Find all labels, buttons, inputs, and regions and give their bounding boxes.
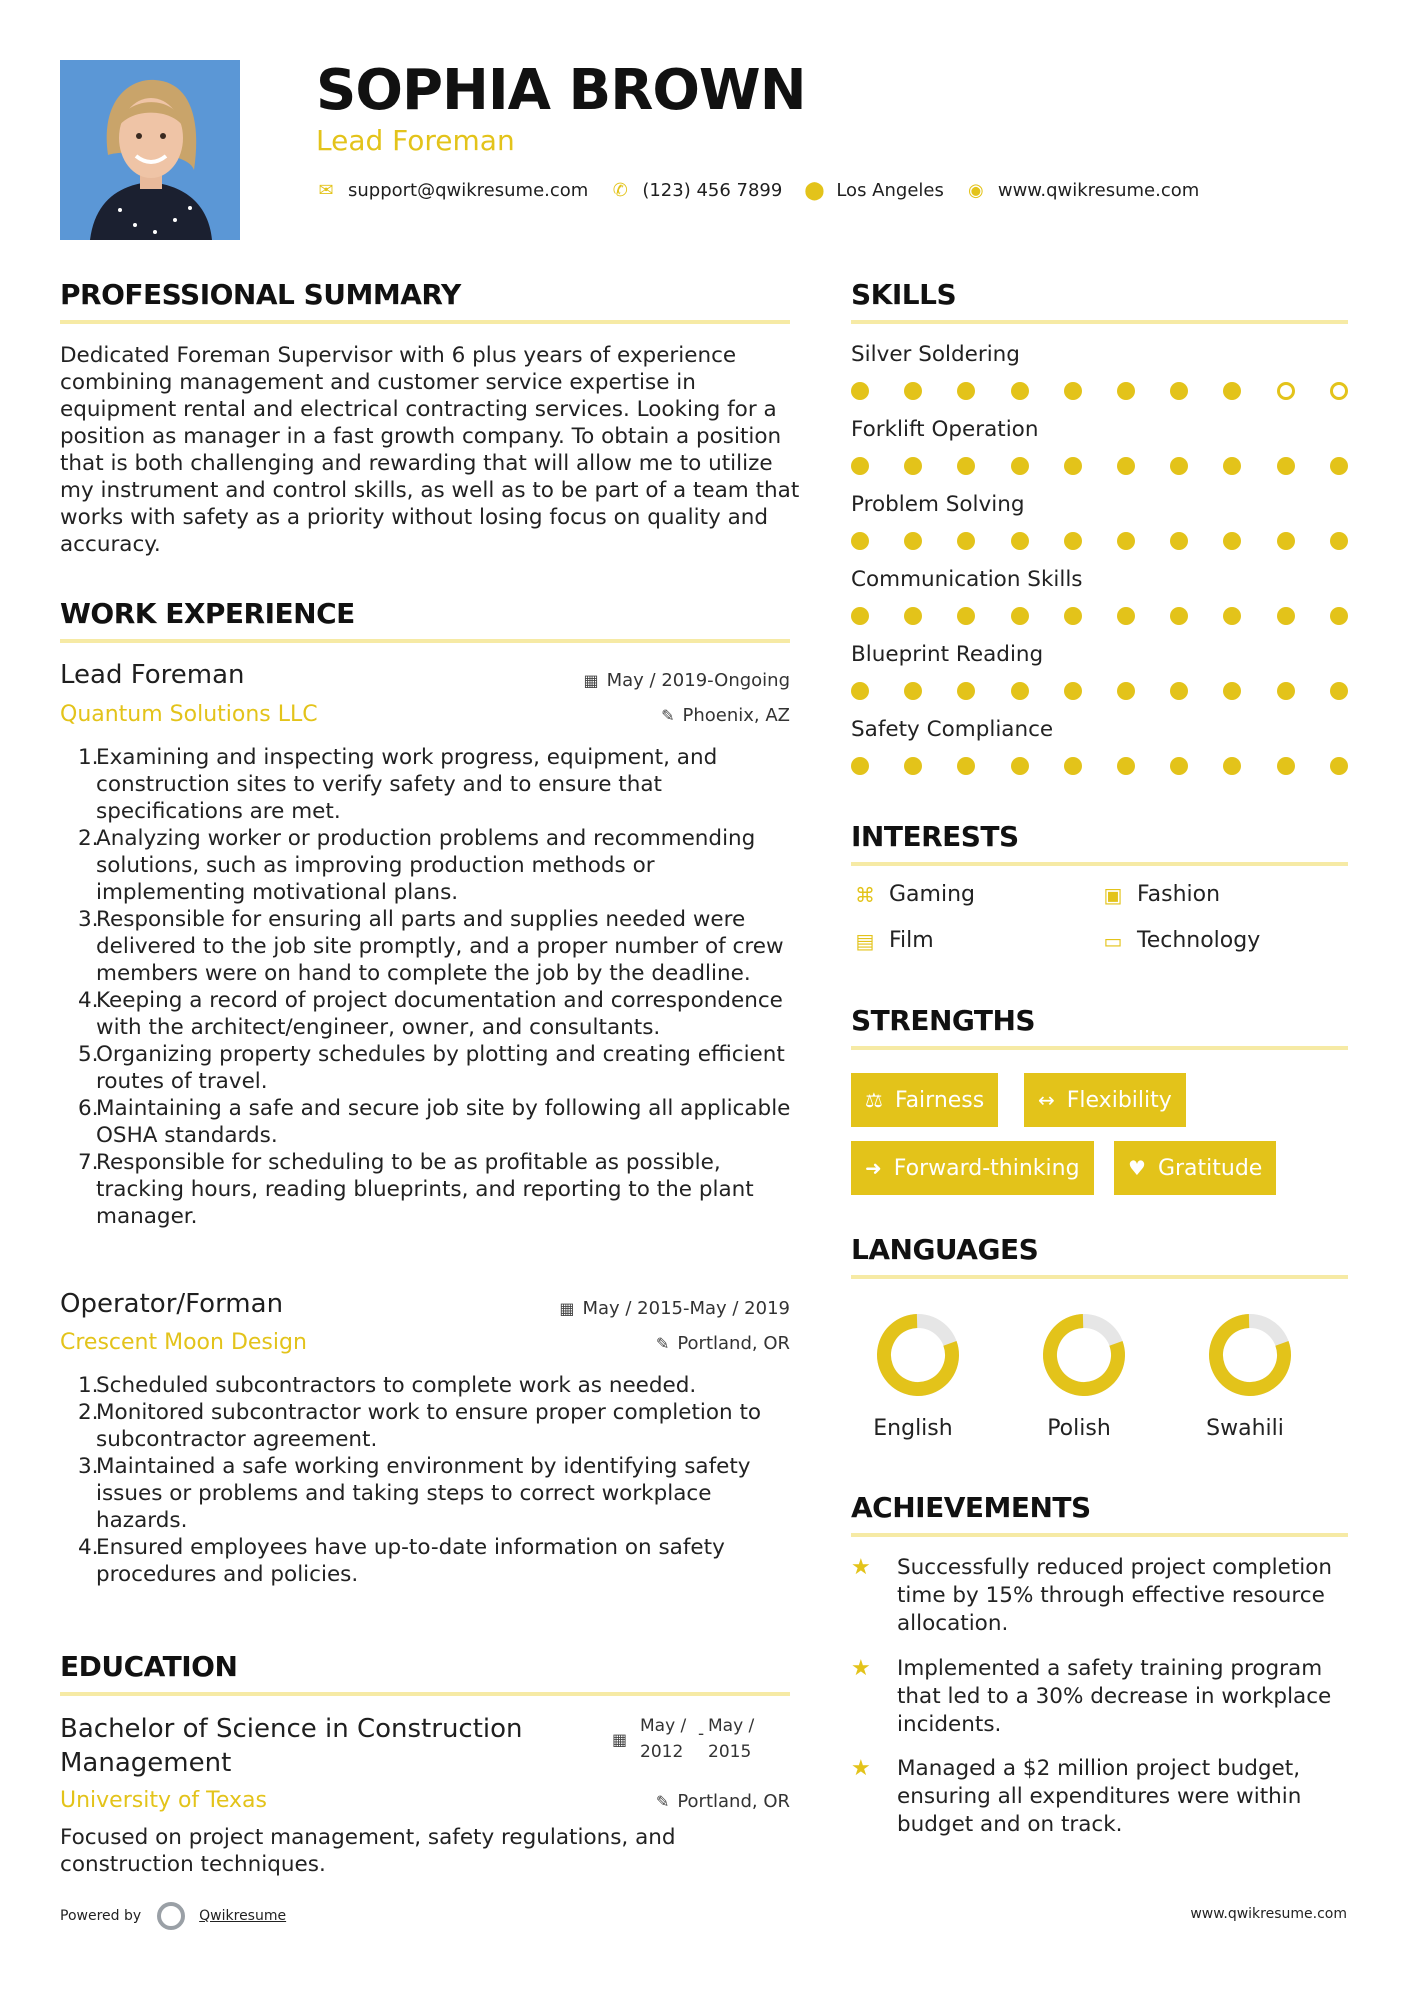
skill-dot-filled xyxy=(851,382,869,400)
strength-badge-forward-thinking: ➜ Forward-thinking xyxy=(851,1141,1094,1195)
education-heading: EDUCATION xyxy=(60,1650,238,1683)
skill-label: Safety Compliance xyxy=(851,717,1054,742)
skill-dot-filled xyxy=(851,682,869,700)
summary-text: Dedicated Foreman Supervisor with 6 plus years of experience combining management and customer service expertise in equipment rental and electrical contracting services. Looking for a position as manager in a fast growth company. To obtain a position that is both challenging and rewarding that will allow me to utilize my instrument and control skills, as well as to be part of a team that works with safety as a priority without losing focus on quality and accuracy. xyxy=(60,343,800,557)
skill-dot-filled xyxy=(851,532,869,550)
job-dates-text-2: May / 2015-May / 2019 xyxy=(582,1298,790,1319)
language-ring xyxy=(868,1310,968,1404)
strength-badge-gratitude: ♥ Gratitude xyxy=(1114,1141,1276,1195)
strengths-heading: STRENGTHS xyxy=(851,1004,1036,1037)
map-marker-icon: ⬤ xyxy=(804,180,825,201)
skill-dot-filled xyxy=(904,532,922,550)
skill-dot-filled xyxy=(1223,757,1241,775)
edu-end-year: 2015 xyxy=(708,1742,752,1762)
pushpin-icon: ✎ xyxy=(655,1334,670,1353)
candidate-role: Lead Foreman xyxy=(316,124,515,157)
skill-dot-filled xyxy=(957,382,975,400)
edu-end-month: May / xyxy=(708,1716,755,1736)
list-item: 5. Organizing property schedules by plotting and creating efficient routes of travel. xyxy=(78,1042,785,1094)
skill-dot-filled xyxy=(1064,382,1082,400)
degree-title-line2: Management xyxy=(60,1748,232,1778)
interest-technology: ▭ Technology xyxy=(1099,928,1260,953)
achievement-item-3: ★ Managed a $2 million project budget, ensuring all expenditures were within budget and on track. xyxy=(851,1756,1302,1837)
job-duties-2 xyxy=(78,1372,798,1588)
skill-label: Problem Solving xyxy=(851,492,1025,517)
skill-dot-empty xyxy=(1330,382,1348,400)
job-location-2 xyxy=(656,1333,790,1354)
skill-dot-filled xyxy=(1277,607,1295,625)
laptop-icon: ▭ xyxy=(1103,928,1123,953)
skill-dot-filled xyxy=(1223,457,1241,475)
shopping-bag-icon: ▣ xyxy=(1103,882,1123,907)
language-label: Swahili xyxy=(1206,1416,1284,1441)
skill-dot-filled xyxy=(1117,682,1135,700)
contact-location: Los Angeles xyxy=(836,180,944,201)
skill-dot-filled xyxy=(1170,532,1188,550)
skill-dot-filled xyxy=(1330,607,1348,625)
language-ring xyxy=(1034,1310,1134,1404)
skill-dot-filled xyxy=(1117,457,1135,475)
skill-dot-filled xyxy=(1117,607,1135,625)
skill-dot-filled xyxy=(904,607,922,625)
film-icon: ▤ xyxy=(855,928,875,953)
skill-dot-filled xyxy=(1064,607,1082,625)
skill-dot-filled xyxy=(1277,682,1295,700)
footer-powered-by xyxy=(60,1902,286,1930)
list-item: 4. Ensured employees have up-to-date information on safety procedures and policies. xyxy=(78,1535,725,1587)
job-title-1: Lead Foreman xyxy=(60,660,245,690)
phone-icon: ✆ xyxy=(612,180,628,201)
skill-dot-filled xyxy=(957,607,975,625)
skill-dot-filled xyxy=(904,457,922,475)
interests-divider xyxy=(851,862,1348,866)
skill-dot-filled xyxy=(851,757,869,775)
envelope-icon: ✉ xyxy=(318,180,334,201)
skill-dot-filled xyxy=(1223,607,1241,625)
skill-label: Communication Skills xyxy=(851,567,1083,592)
skill-label: Silver Soldering xyxy=(851,342,1020,367)
skill-label: Blueprint Reading xyxy=(851,642,1044,667)
work-heading: WORK EXPERIENCE xyxy=(60,597,355,630)
calendar-icon: ▦ xyxy=(612,1730,628,1749)
skill-dot-empty xyxy=(1277,382,1295,400)
achievement-item-2: ★ Implemented a safety training program that led to a 30% decrease in workplace incidents. xyxy=(851,1656,1332,1737)
balance-scale-icon: ⚖ xyxy=(865,1088,883,1112)
qwikresume-logo-icon xyxy=(157,1902,185,1930)
skill-dot-filled xyxy=(1011,757,1029,775)
star-icon: ★ xyxy=(851,1656,871,1681)
list-item: 6. Maintaining a safe and secure job site by following all applicable OSHA standards. xyxy=(78,1096,791,1148)
job-dates-2 xyxy=(559,1298,790,1319)
job-dates-text-1: May / 2019-Ongoing xyxy=(606,670,790,691)
skill-dot-filled xyxy=(1330,532,1348,550)
job-location-text-2: Portland, OR xyxy=(677,1333,790,1354)
job-title-2: Operator/Forman xyxy=(60,1289,284,1319)
skill-rating xyxy=(851,382,1351,402)
skill-dot-filled xyxy=(1011,532,1029,550)
school-name: University of Texas xyxy=(60,1788,267,1813)
skill-dot-filled xyxy=(851,607,869,625)
skill-dot-filled xyxy=(1277,757,1295,775)
edu-date-separator: - xyxy=(698,1724,705,1744)
skill-dot-filled xyxy=(1277,532,1295,550)
portrait-illustration xyxy=(60,60,240,240)
interest-gaming: ⌘ Gaming xyxy=(851,882,975,907)
skill-dot-filled xyxy=(1064,757,1082,775)
pushpin-icon: ✎ xyxy=(655,1792,670,1811)
skill-dot-filled xyxy=(1117,532,1135,550)
language-donut xyxy=(1039,1310,1129,1400)
strengths-divider xyxy=(851,1046,1348,1050)
contact-website[interactable]: www.qwikresume.com xyxy=(997,180,1200,201)
footer-url[interactable]: www.qwikresume.com xyxy=(1190,1906,1347,1922)
list-item: 1. Examining and inspecting work progress, equipment, and construction sites to verify safety and to ensure that specifications are met. xyxy=(78,745,718,824)
skill-rating xyxy=(851,607,1351,627)
arrows-horizontal-icon: ↔ xyxy=(1038,1088,1055,1112)
calendar-icon: ▦ xyxy=(583,671,599,690)
skill-dot-filled xyxy=(904,757,922,775)
achievement-item-1: ★ Successfully reduced project completion time by 15% through effective resource allocation. xyxy=(851,1555,1333,1636)
skill-rating xyxy=(851,532,1351,552)
skill-dot-filled xyxy=(1330,757,1348,775)
heart-icon: ♥ xyxy=(1128,1156,1146,1180)
list-item: 2. Analyzing worker or production problems and recommending solutions, such as improving production methods or implementing motivational plans. xyxy=(78,826,756,905)
skills-heading: SKILLS xyxy=(851,278,957,311)
skill-dot-filled xyxy=(957,457,975,475)
profile-photo xyxy=(60,60,240,240)
job-location-text-1: Phoenix, AZ xyxy=(682,705,790,726)
skill-dot-filled xyxy=(1011,607,1029,625)
contact-email[interactable]: support@qwikresume.com xyxy=(348,180,589,201)
skill-dot-filled xyxy=(1277,457,1295,475)
skill-dot-filled xyxy=(851,457,869,475)
skill-rating xyxy=(851,457,1351,477)
skill-rating xyxy=(851,757,1351,777)
skill-dot-filled xyxy=(1117,757,1135,775)
skill-dot-filled xyxy=(1170,457,1188,475)
achievements-heading: ACHIEVEMENTS xyxy=(851,1491,1091,1524)
language-ring xyxy=(1200,1310,1300,1404)
skill-dot-filled xyxy=(1330,457,1348,475)
skill-rating xyxy=(851,682,1351,702)
skill-dot-filled xyxy=(1223,382,1241,400)
skill-dot-filled xyxy=(1064,457,1082,475)
skill-dot-filled xyxy=(1064,532,1082,550)
job-location-1 xyxy=(661,705,790,726)
language-donut xyxy=(873,1310,963,1400)
gamepad-icon: ⌘ xyxy=(855,882,875,907)
work-divider xyxy=(60,639,790,643)
skill-dot-filled xyxy=(904,382,922,400)
skill-dot-filled xyxy=(957,757,975,775)
interest-film: ▤ Film xyxy=(851,928,934,953)
star-icon: ★ xyxy=(851,1756,871,1781)
degree-title-line1: Bachelor of Science in Construction xyxy=(60,1714,523,1744)
list-item: 7. Responsible for scheduling to be as profitable as possible, tracking hours, reading blueprints, and reporting to the plant manager. xyxy=(78,1150,754,1229)
interests-heading: INTERESTS xyxy=(851,820,1019,853)
pushpin-icon: ✎ xyxy=(661,706,675,725)
edu-start-month: May / xyxy=(640,1716,687,1736)
education-dates xyxy=(612,1716,792,1776)
skill-dot-filled xyxy=(957,532,975,550)
languages-heading: LANGUAGES xyxy=(851,1233,1039,1266)
globe-icon: ◉ xyxy=(967,180,984,201)
arrow-right-icon: ➜ xyxy=(865,1156,882,1180)
languages-divider xyxy=(851,1275,1348,1279)
skill-dot-filled xyxy=(904,682,922,700)
job-company-1: Quantum Solutions LLC xyxy=(60,702,318,727)
skill-dot-filled xyxy=(957,682,975,700)
skill-dot-filled xyxy=(1170,682,1188,700)
calendar-icon: ▦ xyxy=(559,1299,575,1318)
skills-divider xyxy=(851,320,1348,324)
list-item: 4. Keeping a record of project documentation and correspondence with the architect/engineer, owner, and consultants. xyxy=(78,988,783,1040)
skill-dot-filled xyxy=(1011,682,1029,700)
list-item: 1. Scheduled subcontractors to complete work as needed. xyxy=(78,1373,697,1398)
skill-dot-filled xyxy=(1064,682,1082,700)
job-company-2: Crescent Moon Design xyxy=(60,1330,307,1355)
list-item: 3. Maintained a safe working environment by identifying safety issues or problems and taking steps to correct workplace hazards. xyxy=(78,1454,751,1533)
star-icon: ★ xyxy=(851,1555,871,1580)
education-location-text: Portland, OR xyxy=(677,1791,790,1812)
achievements-divider xyxy=(851,1533,1348,1537)
powered-by-text: Powered by xyxy=(60,1908,142,1924)
language-donut xyxy=(1205,1310,1295,1400)
contact-line xyxy=(316,180,1221,201)
footer-brand-link[interactable]: Qwikresume xyxy=(199,1908,287,1924)
interest-fashion: ▣ Fashion xyxy=(1099,882,1220,907)
skill-dot-filled xyxy=(1170,607,1188,625)
skill-dot-filled xyxy=(1170,382,1188,400)
skill-dot-filled xyxy=(1011,457,1029,475)
education-description: Focused on project management, safety regulations, and construction techniques. xyxy=(60,1825,676,1877)
language-label: Polish xyxy=(1047,1416,1111,1441)
education-location xyxy=(656,1791,790,1812)
skill-dot-filled xyxy=(1330,682,1348,700)
contact-phone[interactable]: (123) 456 7899 xyxy=(642,180,783,201)
education-divider xyxy=(60,1692,790,1696)
job-duties-1 xyxy=(78,744,798,1230)
job-dates-1 xyxy=(584,670,791,691)
skill-label: Forklift Operation xyxy=(851,417,1039,442)
skill-dot-filled xyxy=(1011,382,1029,400)
candidate-name: SOPHIA BROWN xyxy=(316,58,806,123)
strength-badge-fairness: ⚖ Fairness xyxy=(851,1073,998,1127)
skill-dot-filled xyxy=(1223,682,1241,700)
skill-dot-filled xyxy=(1170,757,1188,775)
skill-dot-filled xyxy=(1117,382,1135,400)
list-item: 2. Monitored subcontractor work to ensure proper completion to subcontractor agreement. xyxy=(78,1400,762,1452)
edu-start-year: 2012 xyxy=(640,1742,684,1762)
skill-dot-filled xyxy=(1223,532,1241,550)
summary-heading: PROFESSIONAL SUMMARY xyxy=(60,278,461,311)
list-item: 3. Responsible for ensuring all parts and supplies needed were delivered to the job site promptly, and a proper number of crew members were on hand to complete the job by the deadline. xyxy=(78,907,784,986)
language-label: English xyxy=(873,1416,953,1441)
summary-divider xyxy=(60,320,790,324)
strength-badge-flexibility: ↔ Flexibility xyxy=(1024,1073,1186,1127)
